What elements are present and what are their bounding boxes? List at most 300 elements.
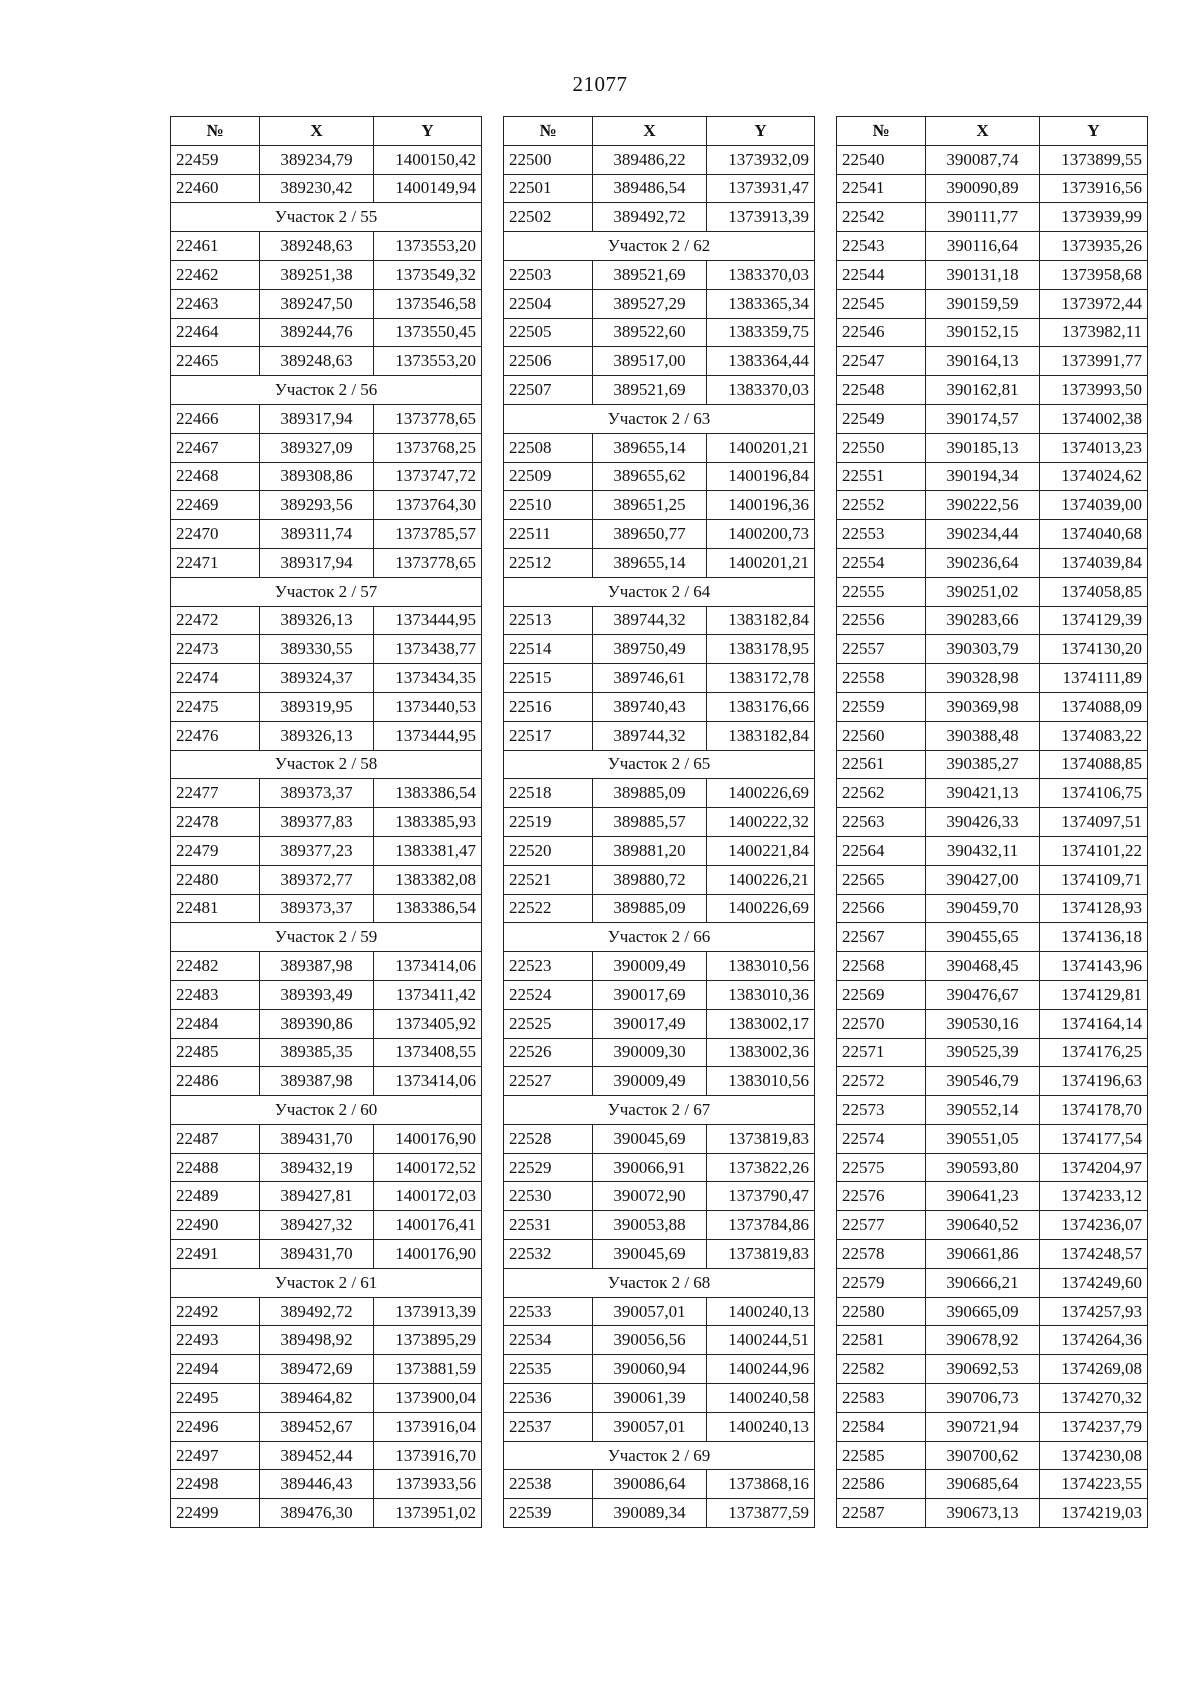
x-coordinate-cell: 390152,15 [926, 318, 1040, 347]
y-coordinate-cell: 1400149,94 [374, 174, 482, 203]
table-row [504, 347, 815, 376]
x-coordinate-cell: 390072,90 [593, 1182, 707, 1211]
point-number-cell: 22506 [504, 347, 593, 376]
y-coordinate-cell: 1400196,84 [707, 462, 815, 491]
y-coordinate-cell: 1374129,39 [1040, 606, 1148, 635]
x-coordinate-cell: 389881,20 [593, 836, 707, 865]
point-number-cell: 22555 [837, 577, 926, 606]
x-coordinate-cell: 389373,37 [260, 894, 374, 923]
point-number-cell: 22471 [171, 548, 260, 577]
section-row [504, 1441, 815, 1470]
point-number-cell: 22577 [837, 1211, 926, 1240]
y-coordinate-cell: 1374024,62 [1040, 462, 1148, 491]
table-row [837, 1355, 1148, 1384]
coordinates-table-3 [836, 116, 1148, 1528]
y-coordinate-cell: 1374128,93 [1040, 894, 1148, 923]
section-row [171, 923, 482, 952]
y-coordinate-cell: 1383386,54 [374, 894, 482, 923]
y-coordinate-cell: 1373444,95 [374, 606, 482, 635]
table-row [171, 1240, 482, 1269]
y-coordinate-cell: 1374002,38 [1040, 404, 1148, 433]
table-row [171, 1153, 482, 1182]
table-row [171, 1038, 482, 1067]
x-coordinate-cell: 390673,13 [926, 1499, 1040, 1528]
x-coordinate-cell: 389517,00 [593, 347, 707, 376]
y-coordinate-cell: 1373868,16 [707, 1470, 815, 1499]
table-row [171, 1412, 482, 1441]
y-coordinate-cell: 1374129,81 [1040, 980, 1148, 1009]
table-row [504, 808, 815, 837]
table-row [837, 1499, 1148, 1528]
x-coordinate-cell: 390665,09 [926, 1297, 1040, 1326]
y-coordinate-cell: 1383010,56 [707, 1067, 815, 1096]
x-coordinate-cell: 390185,13 [926, 433, 1040, 462]
y-coordinate-cell: 1383010,36 [707, 980, 815, 1009]
table-row [171, 1211, 482, 1240]
table-row [171, 1326, 482, 1355]
x-coordinate-cell: 389521,69 [593, 376, 707, 405]
x-coordinate-cell: 389452,67 [260, 1412, 374, 1441]
y-coordinate-cell: 1374178,70 [1040, 1096, 1148, 1125]
x-coordinate-cell: 390017,69 [593, 980, 707, 1009]
y-coordinate-cell: 1400226,69 [707, 894, 815, 923]
point-number-cell: 22581 [837, 1326, 926, 1355]
table-row [837, 1412, 1148, 1441]
point-number-cell: 22467 [171, 433, 260, 462]
x-coordinate-cell: 389387,98 [260, 1067, 374, 1096]
table-row [504, 865, 815, 894]
table-row [171, 491, 482, 520]
y-coordinate-cell: 1400226,69 [707, 779, 815, 808]
section-row [504, 577, 815, 606]
table-row [837, 1124, 1148, 1153]
table-row [837, 491, 1148, 520]
point-number-cell: 22463 [171, 289, 260, 318]
x-coordinate-cell: 389393,49 [260, 980, 374, 1009]
table-header-row [504, 117, 815, 146]
table-row [171, 664, 482, 693]
point-number-cell: 22559 [837, 692, 926, 721]
y-coordinate-cell: 1374176,25 [1040, 1038, 1148, 1067]
y-coordinate-cell: 1400221,84 [707, 836, 815, 865]
point-number-cell: 22573 [837, 1096, 926, 1125]
table-row [504, 692, 815, 721]
y-coordinate-cell: 1400240,13 [707, 1297, 815, 1326]
x-coordinate-cell: 390009,49 [593, 952, 707, 981]
table-row [171, 232, 482, 261]
point-number-cell: 22516 [504, 692, 593, 721]
y-coordinate-cell: 1383182,84 [707, 721, 815, 750]
point-number-cell: 22489 [171, 1182, 260, 1211]
y-coordinate-cell: 1373553,20 [374, 232, 482, 261]
x-coordinate-cell: 390551,05 [926, 1124, 1040, 1153]
x-coordinate-cell: 389247,50 [260, 289, 374, 318]
section-label: Участок 2 / 68 [504, 1268, 815, 1297]
section-label: Участок 2 / 62 [504, 232, 815, 261]
y-coordinate-cell: 1374058,85 [1040, 577, 1148, 606]
y-coordinate-cell: 1374219,03 [1040, 1499, 1148, 1528]
table-row [504, 520, 815, 549]
x-coordinate-cell: 389432,19 [260, 1153, 374, 1182]
point-number-cell: 22587 [837, 1499, 926, 1528]
y-coordinate-cell: 1374083,22 [1040, 721, 1148, 750]
section-label: Участок 2 / 56 [171, 376, 482, 405]
y-coordinate-cell: 1374097,51 [1040, 808, 1148, 837]
x-coordinate-cell: 390369,98 [926, 692, 1040, 721]
point-number-cell: 22543 [837, 232, 926, 261]
table-row [837, 433, 1148, 462]
table-row [504, 1211, 815, 1240]
y-coordinate-cell: 1373991,77 [1040, 347, 1148, 376]
coordinates-table-2 [503, 116, 815, 1528]
table-row [171, 980, 482, 1009]
x-coordinate-cell: 389308,86 [260, 462, 374, 491]
point-number-cell: 22549 [837, 404, 926, 433]
x-coordinate-cell: 390017,49 [593, 1009, 707, 1038]
point-number-cell: 22575 [837, 1153, 926, 1182]
point-number-cell: 22519 [504, 808, 593, 837]
point-number-cell: 22510 [504, 491, 593, 520]
x-coordinate-cell: 389492,72 [260, 1297, 374, 1326]
x-coordinate-cell: 389650,77 [593, 520, 707, 549]
point-number-cell: 22487 [171, 1124, 260, 1153]
y-coordinate-cell: 1383365,34 [707, 289, 815, 318]
x-coordinate-cell: 390421,13 [926, 779, 1040, 808]
x-coordinate-cell: 390111,77 [926, 203, 1040, 232]
point-number-cell: 22465 [171, 347, 260, 376]
section-label: Участок 2 / 64 [504, 577, 815, 606]
y-coordinate-cell: 1373972,44 [1040, 289, 1148, 318]
point-number-cell: 22480 [171, 865, 260, 894]
point-number-cell: 22509 [504, 462, 593, 491]
header-number: № [504, 117, 593, 146]
x-coordinate-cell: 389880,72 [593, 865, 707, 894]
section-label: Участок 2 / 59 [171, 923, 482, 952]
section-label: Участок 2 / 69 [504, 1441, 815, 1470]
x-coordinate-cell: 390661,86 [926, 1240, 1040, 1269]
table-row [171, 692, 482, 721]
point-number-cell: 22558 [837, 664, 926, 693]
y-coordinate-cell: 1374130,20 [1040, 635, 1148, 664]
point-number-cell: 22466 [171, 404, 260, 433]
table-row [837, 260, 1148, 289]
y-coordinate-cell: 1374136,18 [1040, 923, 1148, 952]
table-row [171, 1441, 482, 1470]
y-coordinate-cell: 1374264,36 [1040, 1326, 1148, 1355]
x-coordinate-cell: 389651,25 [593, 491, 707, 520]
point-number-cell: 22493 [171, 1326, 260, 1355]
point-number-cell: 22497 [171, 1441, 260, 1470]
table-row [171, 1182, 482, 1211]
y-coordinate-cell: 1383386,54 [374, 779, 482, 808]
table-row [837, 462, 1148, 491]
table-row [171, 289, 482, 318]
x-coordinate-cell: 389373,37 [260, 779, 374, 808]
table-row [504, 894, 815, 923]
table-header-row [171, 117, 482, 146]
table-row [171, 260, 482, 289]
y-coordinate-cell: 1373819,83 [707, 1124, 815, 1153]
header-y: Y [1040, 117, 1148, 146]
y-coordinate-cell: 1373881,59 [374, 1355, 482, 1384]
point-number-cell: 22507 [504, 376, 593, 405]
point-number-cell: 22511 [504, 520, 593, 549]
y-coordinate-cell: 1373877,59 [707, 1499, 815, 1528]
point-number-cell: 22499 [171, 1499, 260, 1528]
x-coordinate-cell: 390678,92 [926, 1326, 1040, 1355]
x-coordinate-cell: 389234,79 [260, 145, 374, 174]
table-row [837, 548, 1148, 577]
table-row [171, 836, 482, 865]
x-coordinate-cell: 390706,73 [926, 1384, 1040, 1413]
x-coordinate-cell: 389330,55 [260, 635, 374, 664]
table-row [837, 692, 1148, 721]
table-row [171, 808, 482, 837]
table-row [171, 145, 482, 174]
point-number-cell: 22562 [837, 779, 926, 808]
table-row [171, 952, 482, 981]
point-number-cell: 22535 [504, 1355, 593, 1384]
point-number-cell: 22571 [837, 1038, 926, 1067]
y-coordinate-cell: 1383381,47 [374, 836, 482, 865]
point-number-cell: 22586 [837, 1470, 926, 1499]
section-row [504, 232, 815, 261]
point-number-cell: 22556 [837, 606, 926, 635]
point-number-cell: 22541 [837, 174, 926, 203]
section-label: Участок 2 / 55 [171, 203, 482, 232]
y-coordinate-cell: 1383002,36 [707, 1038, 815, 1067]
y-coordinate-cell: 1374249,60 [1040, 1268, 1148, 1297]
y-coordinate-cell: 1374106,75 [1040, 779, 1148, 808]
x-coordinate-cell: 389372,77 [260, 865, 374, 894]
x-coordinate-cell: 389244,76 [260, 318, 374, 347]
table-row [504, 174, 815, 203]
x-coordinate-cell: 390236,64 [926, 548, 1040, 577]
table-row [171, 779, 482, 808]
point-number-cell: 22483 [171, 980, 260, 1009]
x-coordinate-cell: 390388,48 [926, 721, 1040, 750]
point-number-cell: 22563 [837, 808, 926, 837]
point-number-cell: 22578 [837, 1240, 926, 1269]
y-coordinate-cell: 1374088,09 [1040, 692, 1148, 721]
table-row [504, 779, 815, 808]
y-coordinate-cell: 1400240,58 [707, 1384, 815, 1413]
table-row [171, 404, 482, 433]
point-number-cell: 22527 [504, 1067, 593, 1096]
y-coordinate-cell: 1374233,12 [1040, 1182, 1148, 1211]
table-row [504, 289, 815, 318]
point-number-cell: 22492 [171, 1297, 260, 1326]
x-coordinate-cell: 389431,70 [260, 1240, 374, 1269]
y-coordinate-cell: 1374013,23 [1040, 433, 1148, 462]
point-number-cell: 22491 [171, 1240, 260, 1269]
section-label: Участок 2 / 67 [504, 1096, 815, 1125]
point-number-cell: 22576 [837, 1182, 926, 1211]
y-coordinate-cell: 1373778,65 [374, 548, 482, 577]
point-number-cell: 22468 [171, 462, 260, 491]
x-coordinate-cell: 389472,69 [260, 1355, 374, 1384]
y-coordinate-cell: 1373550,45 [374, 318, 482, 347]
x-coordinate-cell: 390546,79 [926, 1067, 1040, 1096]
point-number-cell: 22553 [837, 520, 926, 549]
x-coordinate-cell: 390721,94 [926, 1412, 1040, 1441]
y-coordinate-cell: 1374237,79 [1040, 1412, 1148, 1441]
section-row [171, 577, 482, 606]
point-number-cell: 22464 [171, 318, 260, 347]
table-row [837, 808, 1148, 837]
table-row [837, 980, 1148, 1009]
x-coordinate-cell: 390427,00 [926, 865, 1040, 894]
x-coordinate-cell: 390164,13 [926, 347, 1040, 376]
x-coordinate-cell: 390476,67 [926, 980, 1040, 1009]
y-coordinate-cell: 1373414,06 [374, 952, 482, 981]
table-row [171, 1499, 482, 1528]
y-coordinate-cell: 1400222,32 [707, 808, 815, 837]
y-coordinate-cell: 1373553,20 [374, 347, 482, 376]
y-coordinate-cell: 1373933,56 [374, 1470, 482, 1499]
x-coordinate-cell: 389427,81 [260, 1182, 374, 1211]
y-coordinate-cell: 1383382,08 [374, 865, 482, 894]
x-coordinate-cell: 389319,95 [260, 692, 374, 721]
x-coordinate-cell: 389492,72 [593, 203, 707, 232]
y-coordinate-cell: 1373414,06 [374, 1067, 482, 1096]
y-coordinate-cell: 1374111,89 [1040, 664, 1148, 693]
point-number-cell: 22495 [171, 1384, 260, 1413]
point-number-cell: 22474 [171, 664, 260, 693]
point-number-cell: 22518 [504, 779, 593, 808]
y-coordinate-cell: 1400244,96 [707, 1355, 815, 1384]
y-coordinate-cell: 1373958,68 [1040, 260, 1148, 289]
point-number-cell: 22544 [837, 260, 926, 289]
x-coordinate-cell: 390131,18 [926, 260, 1040, 289]
table-row [504, 1326, 815, 1355]
point-number-cell: 22512 [504, 548, 593, 577]
table-row [837, 1038, 1148, 1067]
y-coordinate-cell: 1373546,58 [374, 289, 482, 318]
x-coordinate-cell: 390385,27 [926, 750, 1040, 779]
y-coordinate-cell: 1373819,83 [707, 1240, 815, 1269]
y-coordinate-cell: 1373899,55 [1040, 145, 1148, 174]
x-coordinate-cell: 390685,64 [926, 1470, 1040, 1499]
y-coordinate-cell: 1373931,47 [707, 174, 815, 203]
table-row [837, 865, 1148, 894]
x-coordinate-cell: 389740,43 [593, 692, 707, 721]
point-number-cell: 22567 [837, 923, 926, 952]
point-number-cell: 22514 [504, 635, 593, 664]
y-coordinate-cell: 1373939,99 [1040, 203, 1148, 232]
table-row [504, 145, 815, 174]
table-row [171, 548, 482, 577]
point-number-cell: 22551 [837, 462, 926, 491]
point-number-cell: 22561 [837, 750, 926, 779]
point-number-cell: 22531 [504, 1211, 593, 1240]
table-row [837, 1182, 1148, 1211]
y-coordinate-cell: 1374109,71 [1040, 865, 1148, 894]
y-coordinate-cell: 1374223,55 [1040, 1470, 1148, 1499]
point-number-cell: 22554 [837, 548, 926, 577]
table-row [171, 721, 482, 750]
y-coordinate-cell: 1373916,56 [1040, 174, 1148, 203]
y-coordinate-cell: 1373785,57 [374, 520, 482, 549]
x-coordinate-cell: 390056,56 [593, 1326, 707, 1355]
point-number-cell: 22583 [837, 1384, 926, 1413]
section-label: Участок 2 / 57 [171, 577, 482, 606]
table-row [504, 980, 815, 1009]
point-number-cell: 22526 [504, 1038, 593, 1067]
y-coordinate-cell: 1373916,04 [374, 1412, 482, 1441]
point-number-cell: 22484 [171, 1009, 260, 1038]
x-coordinate-cell: 390057,01 [593, 1297, 707, 1326]
y-coordinate-cell: 1373993,50 [1040, 376, 1148, 405]
x-coordinate-cell: 390251,02 [926, 577, 1040, 606]
y-coordinate-cell: 1383182,84 [707, 606, 815, 635]
table-row [504, 1240, 815, 1269]
y-coordinate-cell: 1400172,03 [374, 1182, 482, 1211]
y-coordinate-cell: 1383359,75 [707, 318, 815, 347]
section-label: Участок 2 / 60 [171, 1096, 482, 1125]
table-row [171, 635, 482, 664]
y-coordinate-cell: 1400244,51 [707, 1326, 815, 1355]
x-coordinate-cell: 390328,98 [926, 664, 1040, 693]
table-row [504, 1153, 815, 1182]
table-row [837, 1211, 1148, 1240]
x-coordinate-cell: 389377,23 [260, 836, 374, 865]
x-coordinate-cell: 389527,29 [593, 289, 707, 318]
table-row [504, 606, 815, 635]
y-coordinate-cell: 1400201,21 [707, 548, 815, 577]
table-row [171, 894, 482, 923]
table-row [171, 1384, 482, 1413]
y-coordinate-cell: 1374088,85 [1040, 750, 1148, 779]
x-coordinate-cell: 389655,14 [593, 548, 707, 577]
x-coordinate-cell: 390086,64 [593, 1470, 707, 1499]
table-row [171, 433, 482, 462]
x-coordinate-cell: 390009,30 [593, 1038, 707, 1067]
point-number-cell: 22537 [504, 1412, 593, 1441]
table-row [504, 1499, 815, 1528]
point-number-cell: 22532 [504, 1240, 593, 1269]
x-coordinate-cell: 389311,74 [260, 520, 374, 549]
x-coordinate-cell: 390066,91 [593, 1153, 707, 1182]
x-coordinate-cell: 389446,43 [260, 1470, 374, 1499]
table-row [171, 606, 482, 635]
x-coordinate-cell: 389498,92 [260, 1326, 374, 1355]
table-row [837, 894, 1148, 923]
x-coordinate-cell: 390303,79 [926, 635, 1040, 664]
x-coordinate-cell: 389486,22 [593, 145, 707, 174]
section-row [171, 1096, 482, 1125]
point-number-cell: 22469 [171, 491, 260, 520]
x-coordinate-cell: 389522,60 [593, 318, 707, 347]
section-label: Участок 2 / 66 [504, 923, 815, 952]
point-number-cell: 22569 [837, 980, 926, 1009]
table-row [837, 1096, 1148, 1125]
x-coordinate-cell: 390057,01 [593, 1412, 707, 1441]
point-number-cell: 22582 [837, 1355, 926, 1384]
y-coordinate-cell: 1373982,11 [1040, 318, 1148, 347]
point-number-cell: 22521 [504, 865, 593, 894]
table-row [504, 1038, 815, 1067]
y-coordinate-cell: 1374177,54 [1040, 1124, 1148, 1153]
x-coordinate-cell: 389324,37 [260, 664, 374, 693]
point-number-cell: 22470 [171, 520, 260, 549]
point-number-cell: 22502 [504, 203, 593, 232]
y-coordinate-cell: 1373913,39 [707, 203, 815, 232]
y-coordinate-cell: 1374270,32 [1040, 1384, 1148, 1413]
table-row [504, 1067, 815, 1096]
x-coordinate-cell: 389327,09 [260, 433, 374, 462]
table-row [837, 606, 1148, 635]
